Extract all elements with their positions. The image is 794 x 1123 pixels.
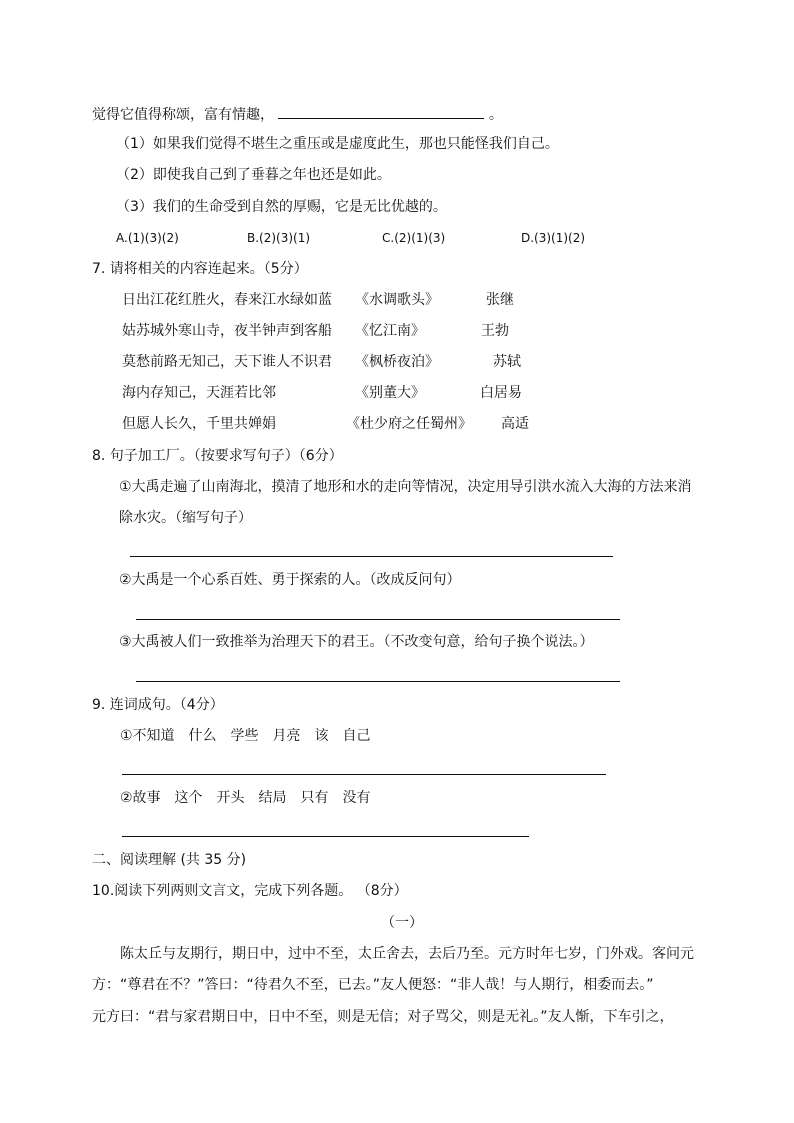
q6-option-d[interactable]: D.(3)(1)(2)	[521, 231, 586, 245]
q9-words-2: ②故事 这个 开头 结局 只有 没有	[120, 790, 371, 806]
q8-sentence-3: ③大禹被人们一致推举为治理天下的君王。（不改变句意，给句子换个说法。）	[119, 634, 594, 650]
q10-title: 10.阅读下列两则文言文，完成下列各题。 （8分）	[92, 883, 408, 899]
q7-author-3[interactable]: 苏轼	[493, 354, 521, 370]
q8-sentence-1-line-1: ①大禹走遍了山南海北，摸清了地形和水的走向等情况，决定用导引洪水流入大海的方法来消	[119, 479, 692, 495]
q8-sentence-1-line-2: 除水灾。（缩写句子）	[119, 510, 252, 526]
q7-work-1[interactable]: 《水调歌头》	[355, 292, 439, 308]
q7-work-2[interactable]: 《忆江南》	[355, 323, 425, 339]
q7-verse-2[interactable]: 姑苏城外寒山寺，夜半钟声到客船	[122, 323, 332, 339]
q9-title: 9. 连词成句。（4分）	[92, 697, 224, 713]
section-2-title: 二、阅读理解 (共 35 分)	[92, 852, 247, 868]
passage-1-label: （一）	[381, 915, 423, 931]
passage-1-line-3: 元方曰：“君与家君期日中，日中不至，则是无信；对子骂父，则是无礼。”友人惭，下车引之，	[92, 1009, 674, 1025]
q7-author-5[interactable]: 高适	[501, 416, 529, 432]
q6-option-c[interactable]: C.(2)(1)(3)	[382, 231, 446, 245]
passage-1-line-2: 方：“尊君在不？”答曰：“待君久不至，已去。”友人便怒：“非人哉！与人期行，相委而去。”	[92, 977, 654, 993]
q6-stem-end: 。	[488, 107, 503, 123]
q8-answer-line-3[interactable]	[136, 681, 620, 682]
passage-1-line-1: 陈太丘与友期行，期日中，过中不至，太丘舍去，去后乃至。元方时年七岁，门外戏。客问元	[120, 946, 694, 962]
q7-verse-1[interactable]: 日出江花红胜火，春来江水绿如蓝	[122, 292, 332, 308]
q7-work-3[interactable]: 《枫桥夜泊》	[355, 354, 439, 370]
q6-item-3: （3）我们的生命受到自然的厚赐，它是无比优越的。	[116, 199, 447, 215]
q7-work-5[interactable]: 《杜少府之任蜀州》	[346, 416, 472, 432]
q6-option-b[interactable]: B.(2)(3)(1)	[247, 231, 311, 245]
q7-title: 7. 请将相关的内容连起来。（5分）	[92, 261, 308, 277]
q7-verse-5[interactable]: 但愿人长久，千里共婵娟	[122, 416, 276, 432]
q9-answer-line-2[interactable]	[122, 836, 529, 837]
q6-item-2: （2）即使我自己到了垂暮之年也还是如此。	[116, 167, 391, 183]
q6-option-a[interactable]: A.(1)(3)(2)	[116, 231, 179, 245]
q7-author-1[interactable]: 张继	[486, 292, 514, 308]
q9-answer-line-1[interactable]	[122, 774, 606, 775]
q8-sentence-2: ②大禹是一个心系百姓、勇于探索的人。（改成反问句）	[119, 572, 461, 588]
q6-answer-blank[interactable]	[278, 104, 484, 119]
q6-stem-text: 觉得它值得称颂，富有情趣，	[92, 107, 274, 123]
q6-stem	[92, 104, 503, 125]
q7-work-4[interactable]: 《别董大》	[355, 385, 425, 401]
q7-verse-3[interactable]: 莫愁前路无知己，天下谁人不识君	[122, 354, 332, 370]
q7-author-4[interactable]: 白居易	[480, 385, 522, 401]
q9-words-1: ①不知道 什么 学些 月亮 该 自己	[120, 728, 371, 744]
q8-answer-line-2[interactable]	[136, 619, 620, 620]
q8-title: 8. 句子加工厂。（按要求写句子）（6分）	[92, 448, 343, 464]
q6-item-1: （1）如果我们觉得不堪生之重压或是虚度此生，那也只能怪我们自己。	[116, 136, 559, 152]
q7-verse-4[interactable]: 海内存知己，天涯若比邻	[122, 385, 276, 401]
q7-author-2[interactable]: 王勃	[481, 323, 509, 339]
q8-answer-line-1[interactable]	[130, 556, 613, 557]
